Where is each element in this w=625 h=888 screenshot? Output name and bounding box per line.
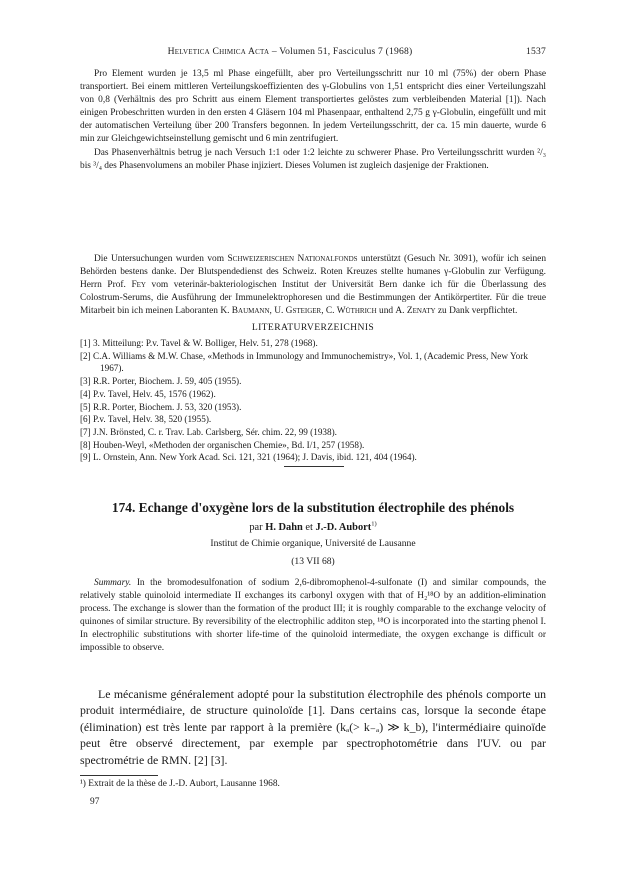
journal-name: Helvetica Chimica Acta (167, 46, 270, 57)
ack-text: vom veterinär-bakteriologischen Institut der Universität Bern danke ich für die Überlassung des Colostrum-Serums, die Ausführung der Immunelektrophoresen und die Bestimmungen der Antikörpertiter. Für die treue Mitarbeit bin ich meinen Laboranten (80, 280, 547, 317)
and-word: et (305, 522, 313, 533)
footnote-rule (80, 775, 158, 776)
reference-item: [1] 3. Mitteilung: P.v. Tavel & W. Bolliger, Helv. 51, 278 (1968). (80, 338, 318, 348)
acknowledgement (80, 253, 546, 318)
reference-item: [3] R.R. Porter, Biochem. J. 59, 405 (1955). (80, 376, 242, 387)
previous-article-text (80, 68, 546, 173)
introduction (80, 686, 546, 768)
summary-text: In the bromodesulfonation of sodium 2,6-dibromophenol-4-sulfonate (I) and similar compounds, the relatively stable quinoloid intermediate II exchanges its carbonyl oxygen with that of H₂¹⁸O by an addition-elimination process. The exchange is slower than the formation of the product III; it is roughly comparable to the exchange velocity of quinones of similar structure. By reversibility of the electrophilic additon step, ¹⁸O is incorporated into the starting phenol I. In electrophilic substitutions with shorter life-time of the quinoloid intermediate, the oxygen exchange is difficult or impossible to observe. (80, 578, 546, 653)
author-name: H. Dahn (265, 522, 303, 533)
header-journal-line: Helvetica Chimica Acta – Volumen 51, Fasciculus 7 (1968) (167, 46, 413, 57)
article-authors (80, 522, 546, 533)
ack-text: Die Untersuchungen wurden vom (94, 254, 225, 264)
author-name: J.-D. Aubort (315, 522, 372, 533)
summary (80, 577, 546, 654)
ack-text: unterstützt (Gesuch Nr. 3091), wofür ich seinen Behörden bestens danke. Der Blutspendedienst des Schweiz. Roten Kreuzes stellte humanes γ-Globulin zur Verfügung. Herrn Prof. (80, 254, 547, 291)
paragraph: Das Phasenverhältnis betrug je nach Versuch 1:1 oder 1:2 leichte zu schwerer Phase. Pro Verteilungsschritt wurden ²/₃ bis ³/₄ des Phasenvolumens an mobiler Phase injiziert. Dieses Volumen ist zugleich dasjenige der Fraktionen. (80, 147, 546, 171)
reference-item: [6] P.v. Tavel, Helv. 38, 520 (1955). (80, 414, 212, 425)
footnote-marker: 1) (371, 520, 377, 528)
reference-item: [2] C.A. Williams & M.W. Chase, «Methods in Immunology and Immunochemistry», Vol. 1, (Academic Press, New York 1967). (80, 350, 528, 374)
ack-name: K. Baumann, U. Gsteiger, C. Wüthrich (220, 306, 377, 317)
reference-item: [4] P.v. Tavel, Helv. 45, 1576 (1962). (80, 388, 216, 399)
ack-text: und (379, 306, 394, 317)
reference-item: [9] L. Ornstein, Ann. New York Acad. Sci. 121, 321 (1964); J. Davis, ibid. 121, 404 (1964). (80, 452, 417, 463)
signature-mark: 97 (90, 797, 100, 807)
intro-paragraph: Le mécanisme généralement adopté pour la substitution électrophile des phénols comporte un produit intermédiaire, de structure quinoloïde [1]. Dans certains cas, lorsque la seconde étape (élimination) est très lente par rapport à la première (kₐ(> k₋ₐ) ≫ k_b), l'intermédiaire quinoïde peut être observé directement, par exemple par spectrophotométrie dans l'UV. ou par spectrométrie de RMN. [2] [3]. (80, 687, 546, 767)
journal-volume: Volumen 51, Fasciculus 7 (1968) (279, 46, 413, 57)
reference-item: [8] Houben-Weyl, «Methoden der organischen Chemie», Bd. I/1, 257 (1958). (80, 439, 365, 450)
by-word: par (249, 522, 263, 533)
reference-item: [5] R.R. Porter, Biochem. J. 53, 320 (1953). (80, 401, 242, 412)
ack-name: Fey (131, 280, 146, 291)
ack-text: zu Dank verpflichtet. (437, 306, 518, 317)
summary-paragraph (80, 577, 546, 654)
summary-label: Summary. (94, 578, 132, 588)
references-heading: LITERATURVERZEICHNIS (251, 322, 375, 333)
reference-list (80, 337, 546, 464)
paragraph: Pro Element wurden je 13,5 ml Phase eingefüllt, aber pro Verteilungsschritt nur 10 ml (75%) der obern Phase transportiert. Bei einem mittleren Verteilungskoeffizienten des γ-Globulins von 1,51 entspricht dies einer Verteilungszahl von 0,8 (Verhältnis des pro Schritt aus einem Element transportiertes gelöstes zum verbleibenden Material [1]). Nach einigen Probeschritten wurden in den ersten 4 Gläsern 104 ml Phasenpaar, enthaltend 2,75 g γ-Globulin, eingefüllt und mit der automatischen Verteilung über 200 Transfers begonnen. In jedem Verteilungsschritt, der ca. 15 min dauerte, wurde 6 min zur Gleichgewichtseinstellung gemischt und 6 min zentrifugiert. (80, 69, 546, 145)
section-divider (284, 466, 344, 467)
ack-name: A. Zenaty (395, 306, 436, 317)
page-number: 1537 (526, 46, 546, 57)
institute: Institut de Chimie organique, Université de Lausanne (210, 538, 416, 549)
footnote: ¹) Extrait de la thèse de J.-D. Aubort, Lausanne 1968. (80, 779, 280, 789)
received-date: (13 VII 68) (291, 556, 335, 567)
reference-item: [7] J.N. Brönsted, C. r. Trav. Lab. Carlsberg, Sér. chim. 22, 99 (1938). (80, 426, 337, 437)
acknowledgement-paragraph (80, 253, 546, 318)
ack-foundation: Schweizerischen Nationalfonds (227, 254, 358, 264)
article-title: 174. Echange d'oxygène lors de la substitution électrophile des phénols (111, 500, 515, 515)
running-header (80, 46, 546, 60)
